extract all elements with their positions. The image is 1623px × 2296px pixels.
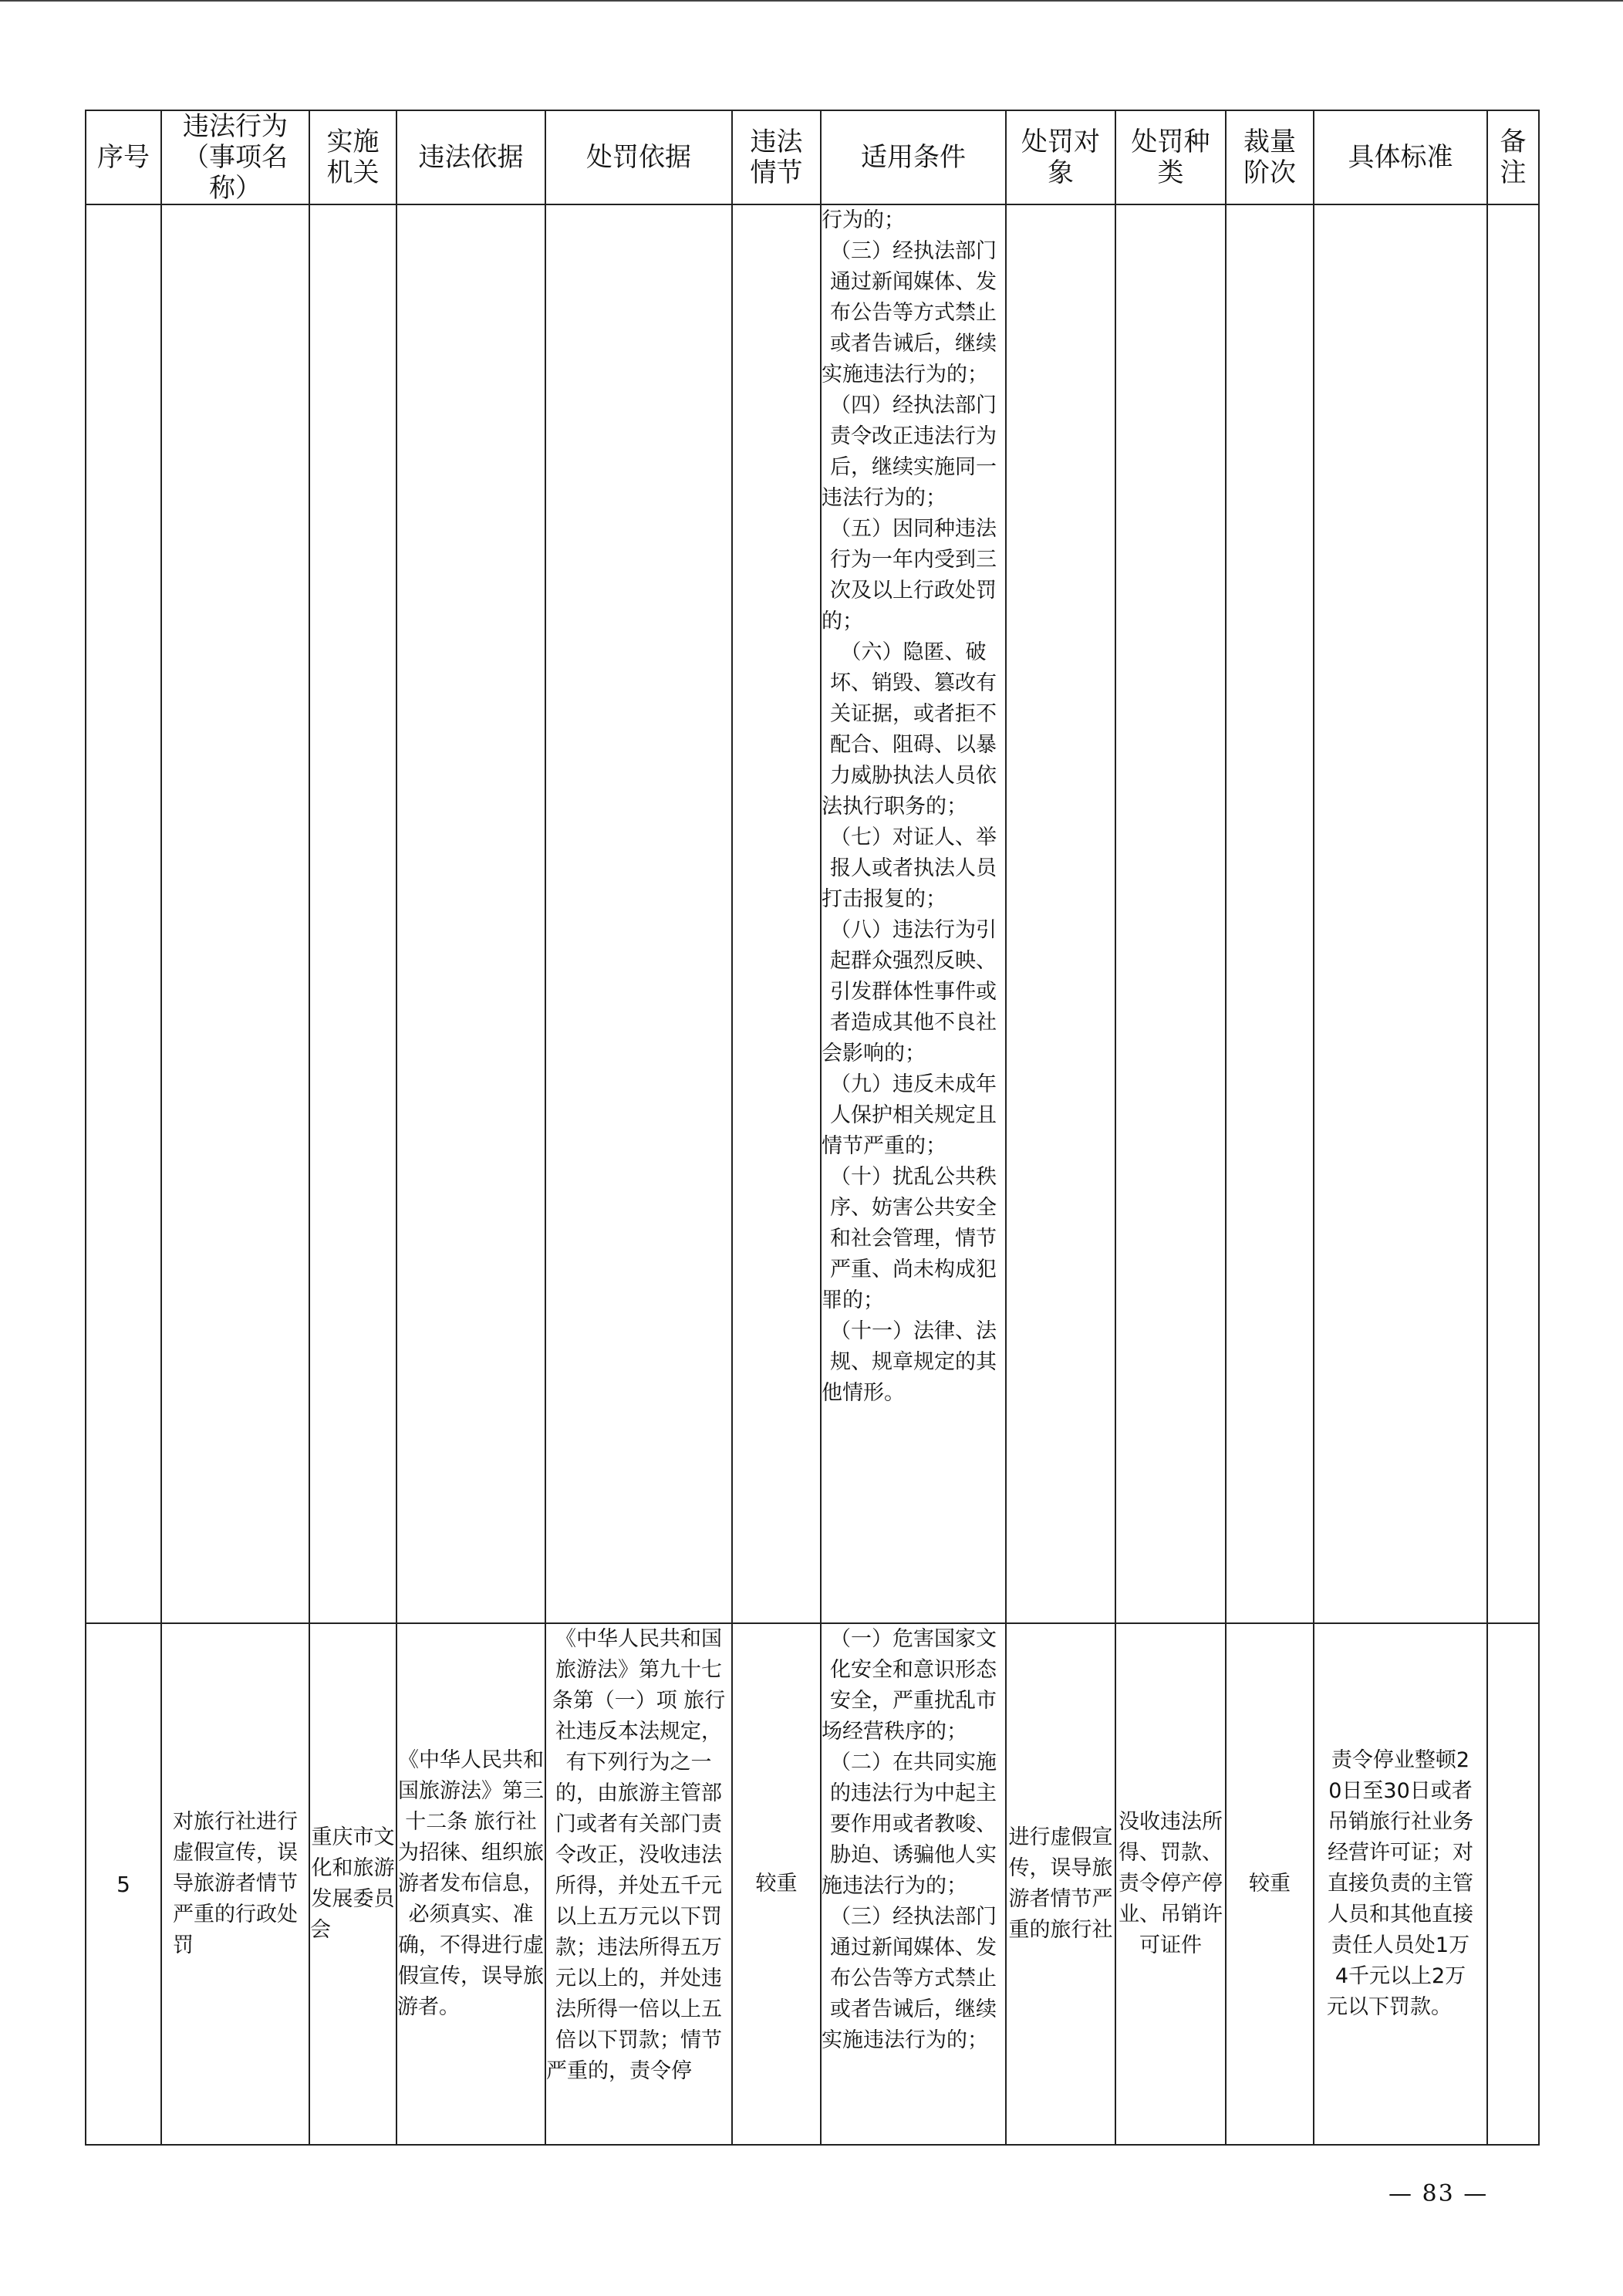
cell-remarks	[1487, 1623, 1539, 2145]
page-number: — 83 —	[1388, 2180, 1489, 2207]
cell-level: 较重	[1226, 1623, 1314, 2145]
cell-conditions	[821, 1623, 1006, 2145]
header-remarks: 备注	[1487, 110, 1539, 204]
table-row-5	[86, 1623, 1539, 2145]
cell-remarks	[1487, 204, 1539, 1623]
page-top-border	[0, 0, 1623, 2]
cell-standard: 责令停业整顿20日至30日或者吊销旅行社业务经营许可证；对直接负责的主管人员和其他直接责任人员处1万4千元以上2万元以下罚款。	[1314, 1623, 1487, 2145]
cell-violation	[161, 204, 309, 1623]
condition-item: （八）违法行为引起群众强烈反映、引发群体性事件或者造成其他不良社会影响的；	[822, 918, 997, 1065]
header-severity: 违法情节	[732, 110, 821, 204]
condition-item: （五）因同种违法行为一年内受到三次及以上行政处罚的；	[822, 517, 997, 633]
cell-agency: 重庆市文化和旅游发展委员会	[309, 1623, 396, 2145]
table-row-continued	[86, 204, 1539, 1623]
penalty-discretion-table	[85, 110, 1540, 2146]
condition-item: （十）扰乱公共秩序、妨害公共安全和社会管理，情节严重、尚未构成犯罪的；	[822, 1165, 997, 1312]
cell-agency	[309, 204, 396, 1623]
cell-penalty-basis: 《中华人民共和国旅游法》第九十七条第（一）项 旅行社违反本法规定，有下列行为之一的，由旅游主管部门或者有关部门责令改正，没收违法所得，并处五千元以上五万元以下罚款；违法所得五万元以上的，并处违法所得一倍以上五倍以下罚款；情节严重的，责令停	[545, 1623, 732, 2145]
header-agency: 实施机关	[309, 110, 396, 204]
cell-seq: 5	[86, 1623, 161, 2145]
cell-penalty-type	[1115, 204, 1226, 1623]
header-penalty-type: 处罚种类	[1115, 110, 1226, 204]
condition-item: （七）对证人、举报人或者执法人员打击报复的；	[822, 826, 997, 911]
condition-item: （二）在共同实施的违法行为中起主要作用或者教唆、胁迫、诱骗他人实施违法行为的；	[822, 1751, 997, 1898]
header-penalty-basis: 处罚依据	[545, 110, 732, 204]
cell-penalty-type: 没收违法所得、罚款、责令停产停业、吊销许可证件	[1115, 1623, 1226, 2145]
cell-severity	[732, 204, 821, 1623]
condition-item: （十一）法律、法规、规章规定的其他情形。	[822, 1319, 997, 1405]
cell-target: 进行虚假宣传，误导旅游者情节严重的旅行社	[1006, 1623, 1115, 2145]
cell-legal-basis	[396, 204, 545, 1623]
header-target: 处罚对象	[1006, 110, 1115, 204]
cell-conditions	[821, 204, 1006, 1623]
cell-legal-basis: 《中华人民共和国旅游法》第三十二条 旅行社为招徕、组织旅游者发布信息，必须真实、准确，不得进行虚假宣传，误导旅游者。	[396, 1623, 545, 2145]
header-seq: 序号	[86, 110, 161, 204]
condition-item: （三）经执法部门通过新闻媒体、发布公告等方式禁止或者告诫后，继续实施违法行为的；	[822, 1905, 997, 2052]
condition-item: （六）隐匿、破坏、销毁、篡改有关证据，或者拒不配合、阻碍、以暴力威胁执法人员依法执行职务的；	[822, 640, 997, 819]
condition-item: （四）经执法部门责令改正违法行为后，继续实施同一违法行为的；	[822, 393, 997, 510]
cell-seq	[86, 204, 161, 1623]
header-row	[86, 110, 1539, 204]
header-violation: 违法行为（事项名称）	[161, 110, 309, 204]
condition-item: （九）违反未成年人保护相关规定且情节严重的；	[822, 1072, 997, 1158]
cell-standard	[1314, 204, 1487, 1623]
cell-target	[1006, 204, 1115, 1623]
condition-item: （三）经执法部门通过新闻媒体、发布公告等方式禁止或者告诫后，继续实施违法行为的；	[822, 239, 997, 387]
condition-item: （一）危害国家文化安全和意识形态安全，严重扰乱市场经营秩序的；	[822, 1627, 997, 1744]
header-legal-basis: 违法依据	[396, 110, 545, 204]
condition-item: 行为的；	[822, 208, 905, 232]
cell-violation: 对旅行社进行虚假宣传，误导旅游者情节严重的行政处罚	[161, 1623, 309, 2145]
header-standard: 具体标准	[1314, 110, 1487, 204]
header-level: 裁量阶次	[1226, 110, 1314, 204]
cell-level	[1226, 204, 1314, 1623]
header-conditions: 适用条件	[821, 110, 1006, 204]
cell-severity: 较重	[732, 1623, 821, 2145]
cell-penalty-basis	[545, 204, 732, 1623]
